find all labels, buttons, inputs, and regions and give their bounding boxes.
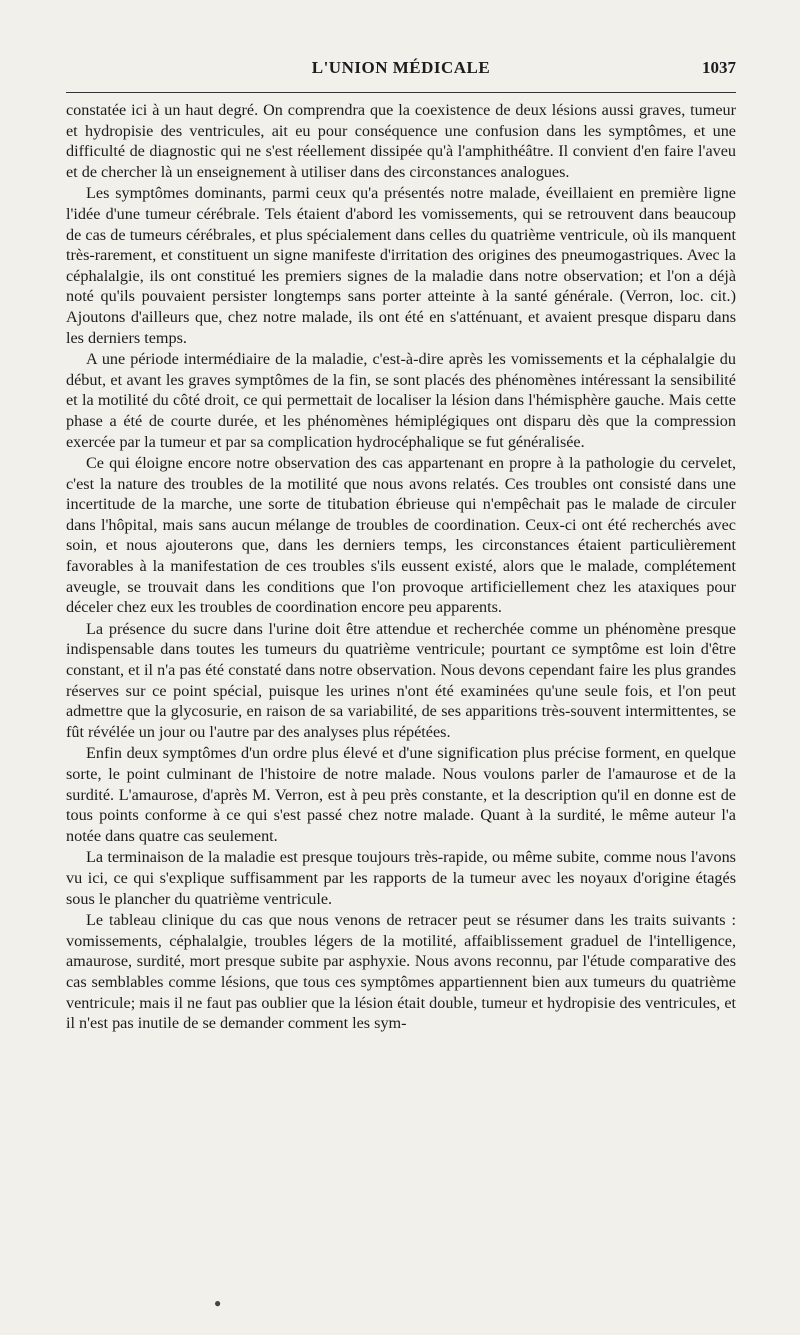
journal-title: L'UNION MÉDICALE bbox=[311, 58, 491, 77]
signature-mark: ● bbox=[214, 1296, 222, 1310]
paragraph: A une période intermédiaire de la maladie, c'est-à-dire après les vomissements et la céphalalgie du début, et avant les graves symptômes de la fin, se sont placés des phénomènes intéressant la sensibilité et la motilité du côté droit, ce qui permettait de localiser la lésion dans l'hémisphère gauche. Mais cette phase a été de courte durée, et les phénomènes hémiplégiques ont disparu dès que la compression exercée par la tumeur et par sa complication hydrocéphalique se fut généralisée. bbox=[66, 350, 736, 451]
running-header bbox=[66, 58, 736, 86]
header-rule bbox=[66, 92, 736, 93]
article-body bbox=[66, 100, 736, 1035]
paragraph: constatée ici à un haut degré. On comprendra que la coexistence de deux lésions aussi graves, tumeur et hydropisie des ventricules, ait eu pour conséquence une confusion dans les symptômes, et une difficulté de diagnostic qui ne s'est réellement dissipée qu'à l'amphithéâtre. Il convient d'en faire l'aveu et de chercher là un enseignement à utiliser dans des circonstances analogues. bbox=[66, 101, 736, 181]
page-number: 1037 bbox=[702, 58, 736, 77]
paragraph: La présence du sucre dans l'urine doit être attendue et recherchée comme un phénomène presque indispensable dans toutes les tumeurs du quatrième ventricule; pourtant ce symptôme est loin d'être constant, et il n'a pas été constaté dans notre observation. Nous devons cependant faire les plus grandes réserves sur ce point spécial, puisque les urines n'ont été examinées qu'une seule fois, et l'on peut admettre que la glycosurie, en raison de sa variabilité, de ses apparitions très-souvent intermittentes, se fût révélée un jour ou l'autre par des analyses plus répétées. bbox=[66, 619, 736, 741]
paragraph: Ce qui éloigne encore notre observation des cas appartenant en propre à la pathologie du cervelet, c'est la nature des troubles de la motilité que nous avons relatés. Ces troubles ont consisté dans une incertitude de la marche, une sorte de titubation ébrieuse qui n'empêchait pas le malade de circuler dans l'hôpital, mais sans aucun mélange de troubles de coordination. Ceux-ci ont été recherchés avec soin, et nous ajouterons que, dans les derniers temps, les circonstances étaient particulièrement favorables à la manifestation de ces troubles s'ils eussent existé, alors que le malade, complétement aveugle, se trouvait dans les conditions que l'on provoque artificiellement chez les ataxiques pour déceler chez eux les troubles de coordination encore peu apparents. bbox=[66, 454, 736, 617]
paragraph: Enfin deux symptômes d'un ordre plus élevé et d'une signification plus précise forment, en quelque sorte, le point culminant de l'histoire de notre malade. Nous voulons parler de l'amaurose et de la surdité. L'amaurose, d'après M. Verron, est à peu près constante, et la description qu'il en donne est de tous points conforme à ce qui s'est passé chez notre malade. Quant à la surdité, le même auteur l'a notée dans quatre cas seulement. bbox=[66, 744, 736, 845]
paragraph: Les symptômes dominants, parmi ceux qu'a présentés notre malade, éveillaient en première ligne l'idée d'une tumeur cérébrale. Tels étaient d'abord les vomissements, qui se retrouvent dans beaucoup de cas de tumeurs cérébrales, et plus spécialement dans celles du quatrième ventricule, où ils manquent très-rarement, et constituent un signe manifeste d'irritation des origines des pneumogastriques. Avec la céphalalgie, ils ont constitué les premiers signes de la maladie dans notre observation; et l'on a déjà noté qu'ils pouvaient persister longtemps sans porter atteinte à la santé générale. (Verron, loc. cit.) Ajoutons d'ailleurs que, chez notre malade, ils ont été en s'atténuant, et avaient presque disparu dans les derniers temps. bbox=[66, 184, 736, 347]
paragraph: Le tableau clinique du cas que nous venons de retracer peut se résumer dans les traits suivants : vomissements, céphalalgie, troubles légers de la motilité, affaiblissement graduel de l'intelligence, amaurose, surdité, mort presque subite par asphyxie. Nous avons reconnu, par l'étude comparative des cas semblables comme lésions, que tous ces symptômes appartiennent bien aux tumeurs du quatrième ventricule; mais il ne faut pas oublier que la lésion était double, tumeur et hydropisie des ventricules, et il n'est pas inutile de se demander comment les sym- bbox=[66, 911, 736, 1033]
paragraph: La terminaison de la maladie est presque toujours très-rapide, ou même subite, comme nous l'avons vu ici, ce qui s'explique suffisamment par les rapports de la tumeur avec les noyaux d'origine étagés sous le plancher du quatrième ventricule. bbox=[66, 848, 736, 908]
